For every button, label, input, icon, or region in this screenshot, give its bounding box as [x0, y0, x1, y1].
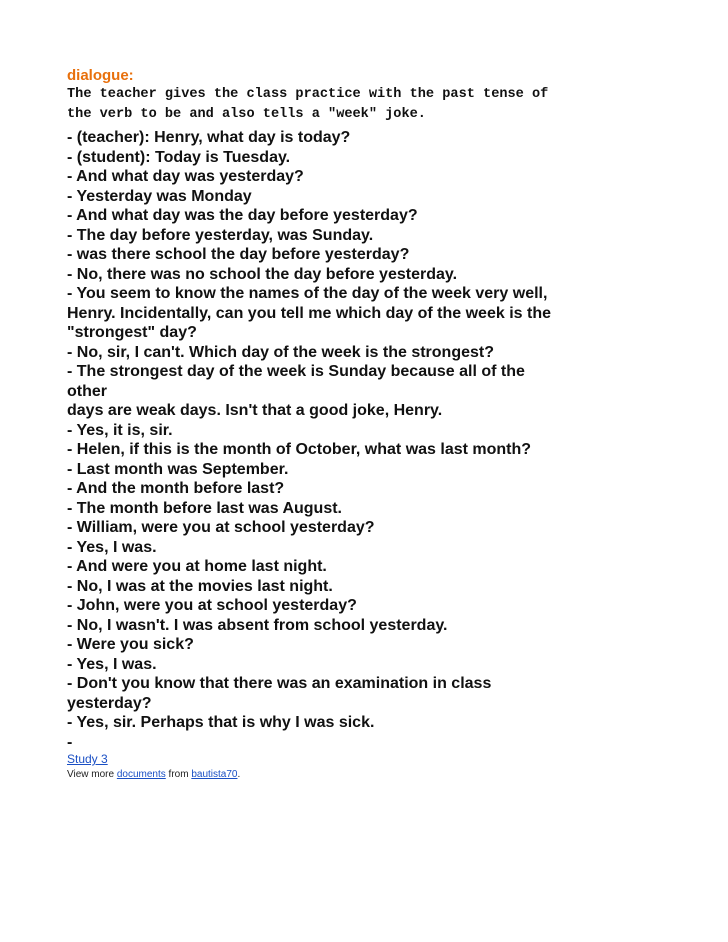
- dialogue-line: - No, I wasn't. I was absent from school yesterday.: [67, 616, 448, 634]
- dialogue-line: - And what day was yesterday?: [67, 168, 304, 185]
- dialogue-line: - Don't you know that there was an examination in class: [67, 675, 492, 692]
- intro-paragraph: [67, 85, 667, 125]
- dialogue-line: - And what day was the day before yesterday?: [67, 207, 418, 224]
- dialogue-line: -: [67, 733, 73, 751]
- dialogue-line: - Yes, I was.: [67, 655, 157, 673]
- documents-link[interactable]: documents: [116, 769, 166, 780]
- dialogue-line: - Last month was September.: [67, 460, 289, 478]
- dialogue-line: - was there school the day before yesterday?: [67, 246, 410, 263]
- dialogue-line: - And were you at home last night.: [67, 558, 327, 575]
- view-more-footer: [67, 768, 667, 781]
- footer-middle: from: [168, 769, 189, 780]
- dialogue-line: - The day before yesterday, was Sunday.: [67, 226, 374, 244]
- dialogue-line: - Yes, it is, sir.: [67, 421, 173, 439]
- footer-prefix: View more: [67, 769, 115, 780]
- footer-suffix: .: [237, 769, 241, 780]
- dialogue-line: - The strongest day of the week is Sunday because all of the: [67, 363, 525, 380]
- dialogue-line: Henry. Incidentally, can you tell me which day of the week is the: [67, 304, 551, 322]
- dialogue-line: - No, I was at the movies last night.: [67, 577, 333, 595]
- dialogue-text: [67, 128, 667, 752]
- dialogue-line: - Were you sick?: [67, 636, 194, 653]
- dialogue-line: - You seem to know the names of the day of the week very well,: [67, 285, 548, 302]
- dialogue-line: "strongest" day?: [67, 324, 197, 341]
- dialogue-line: days are weak days. Isn't that a good joke, Henry.: [67, 402, 443, 419]
- study-3-link[interactable]: Study 3: [67, 752, 108, 766]
- dialogue-line: - And the month before last?: [67, 480, 285, 497]
- dialogue-line: - The month before last was August.: [67, 499, 342, 517]
- dialogue-line: - No, there was no school the day before yesterday.: [67, 265, 458, 283]
- dialogue-line: - Yes, sir. Perhaps that is why I was sick.: [67, 714, 375, 731]
- dialogue-line: - Helen, if this is the month of October, what was last month?: [67, 441, 532, 458]
- dialogue-line: - William, were you at school yesterday?: [67, 519, 375, 536]
- intro-line: The teacher gives the class practice with the past tense of: [67, 87, 549, 102]
- dialogue-heading: dialogue:: [67, 67, 134, 84]
- dialogue-line: yesterday?: [67, 694, 152, 712]
- document-page: [67, 66, 667, 781]
- intro-line: the verb to be and also tells a "week" joke.: [67, 107, 426, 122]
- dialogue-line: - (teacher): Henry, what day is today?: [67, 129, 351, 146]
- dialogue-line: - (student): Today is Tuesday.: [67, 148, 291, 166]
- dialogue-line: - No, sir, I can't. Which day of the week is the strongest?: [67, 343, 494, 361]
- dialogue-line: - Yesterday was Monday: [67, 187, 252, 205]
- author-link[interactable]: bautista70: [191, 769, 238, 780]
- dialogue-line: - Yes, I was.: [67, 538, 157, 556]
- dialogue-line: other: [67, 382, 107, 400]
- dialogue-line: - John, were you at school yesterday?: [67, 597, 357, 614]
